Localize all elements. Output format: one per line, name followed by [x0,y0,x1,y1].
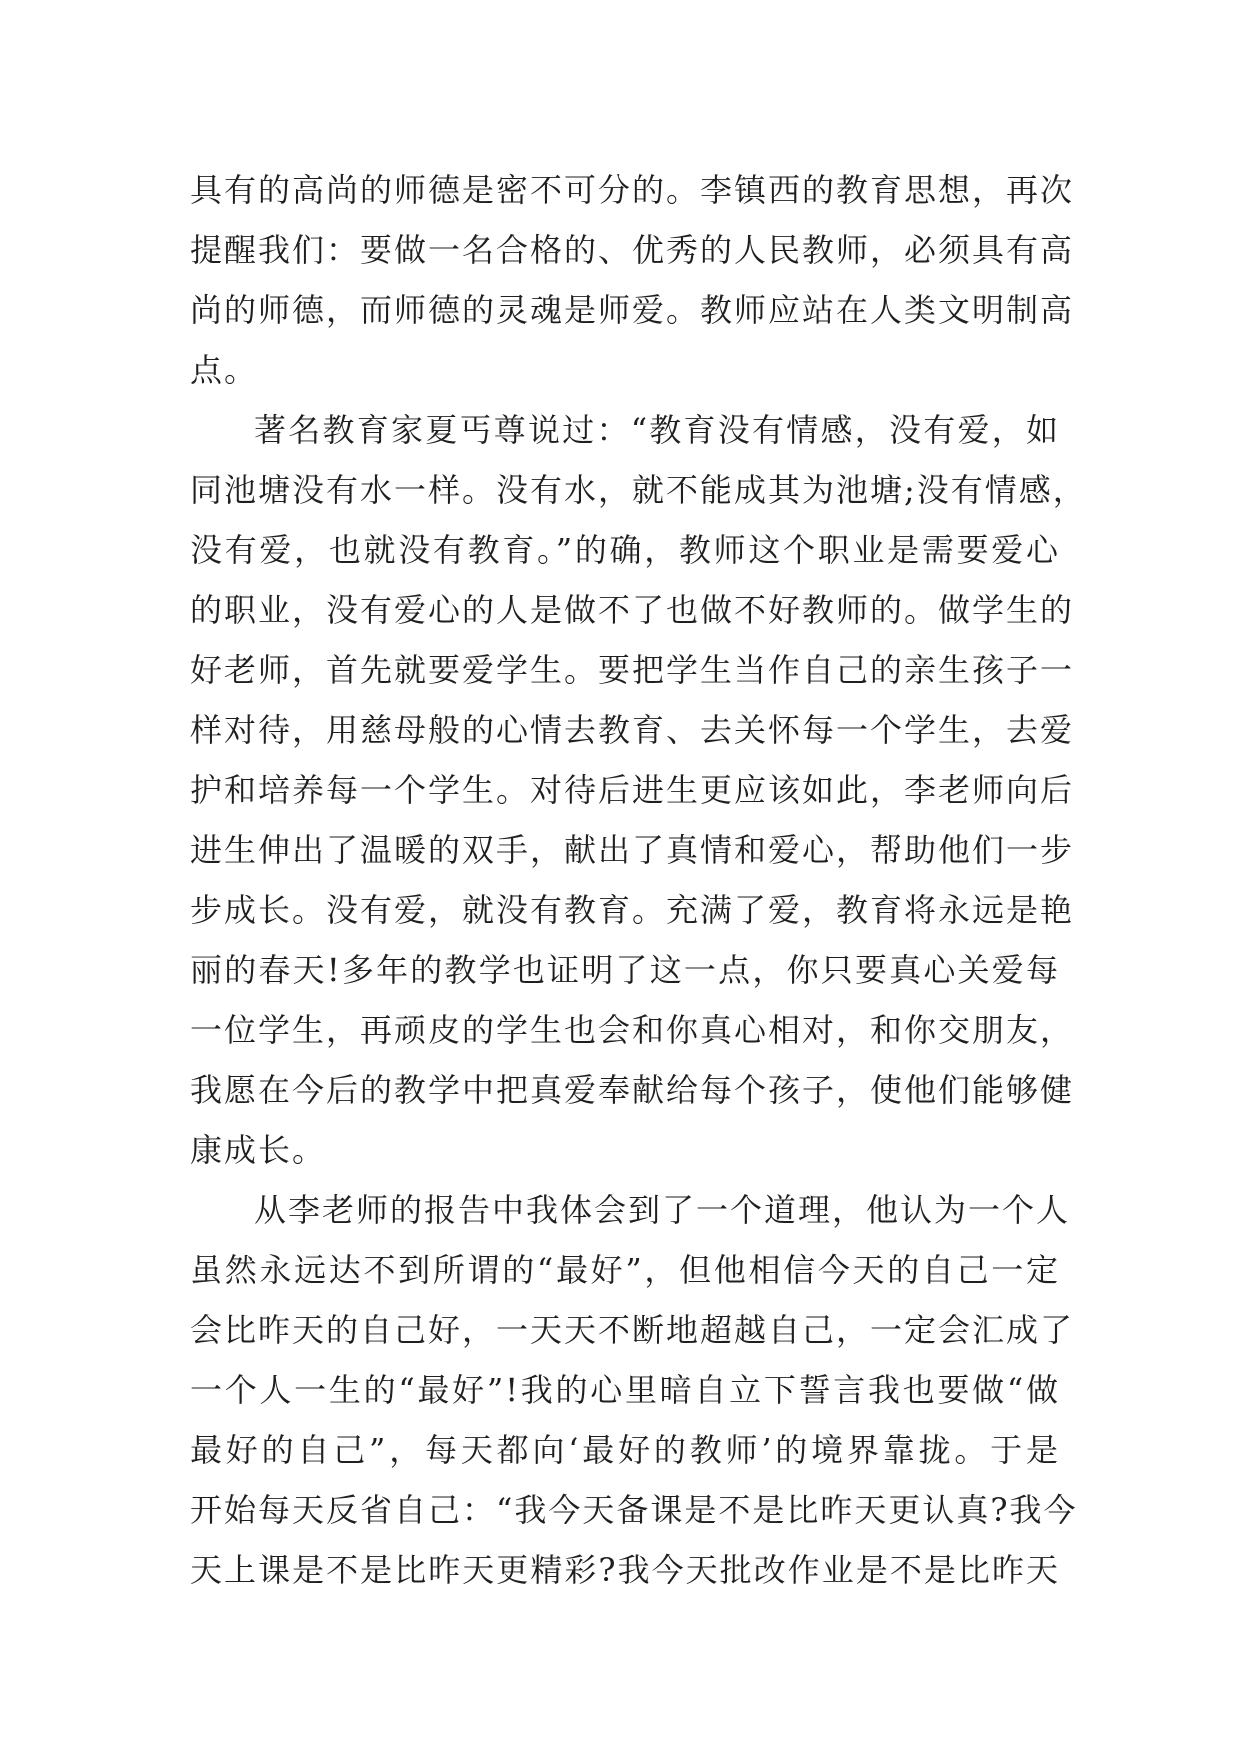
text-line: 丽的春天!多年的教学也证明了这一点，你只要真心关爱每 [190,951,1060,989]
text-line: 我愿在今后的教学中把真爱奉献给每个孩子，使他们能够健 [190,1071,1075,1109]
text-line: 著名教育家夏丐尊说过：“教育没有情感，没有爱，如 [254,411,1060,449]
text-line: 具有的高尚的师德是密不可分的。李镇西的教育思想，再次 [190,171,1075,209]
body-text [190,160,1087,1600]
text-line: 从李老师的报告中我体会到了一个道理，他认为一个人 [254,1191,1071,1229]
text-line: 步成长。没有爱，就没有教育。充满了爱，教育将永远是艳 [190,891,1075,929]
text-line: 提醒我们：要做一名合格的、优秀的人民教师，必须具有高 [190,231,1075,269]
text-line: 最好的自己”，每天都向‘最好的教师’的境界靠拢。于是 [190,1431,1060,1469]
text-line: 尚的师德，而师德的灵魂是师爱。教师应站在人类文明制高 [190,291,1075,329]
text-line: 样对待，用慈母般的心情去教育、去关怀每一个学生，去爱 [190,711,1075,749]
text-line: 天上课是不是比昨天更精彩?我今天批改作业是不是比昨天 [190,1551,1060,1589]
text-line: 护和培养每一个学生。对待后进生更应该如此，李老师向后 [190,771,1075,809]
text-line: 开始每天反省自己：“我今天备课是不是比昨天更认真?我今 [190,1491,1078,1529]
text-line: 会比昨天的自己好，一天天不断地超越自己，一定会汇成了 [190,1311,1075,1349]
text-line: 虽然永远达不到所谓的“最好”，但他相信今天的自己一定 [190,1251,1060,1289]
text-line: 一位学生，再顽皮的学生也会和你真心相对，和你交朋友， [190,1011,1075,1049]
text-line: 进生伸出了温暖的双手，献出了真情和爱心，帮助他们一步 [190,831,1075,869]
text-line: 的职业，没有爱心的人是做不了也做不好教师的。做学生的 [190,591,1075,629]
text-line: 好老师，首先就要爱学生。要把学生当作自己的亲生孩子一 [190,651,1075,689]
text-line: 康成长。 [190,1131,327,1169]
text-line: 没有爱，也就没有教育。”的确，教师这个职业是需要爱心 [190,531,1060,569]
text-line: 点。 [190,351,259,389]
text-line: 一个人一生的“最好”!我的心里暗自立下誓言我也要做“做 [190,1371,1060,1409]
text-line: 同池塘没有水一样。没有水，就不能成其为池塘;没有情感， [190,471,1087,509]
